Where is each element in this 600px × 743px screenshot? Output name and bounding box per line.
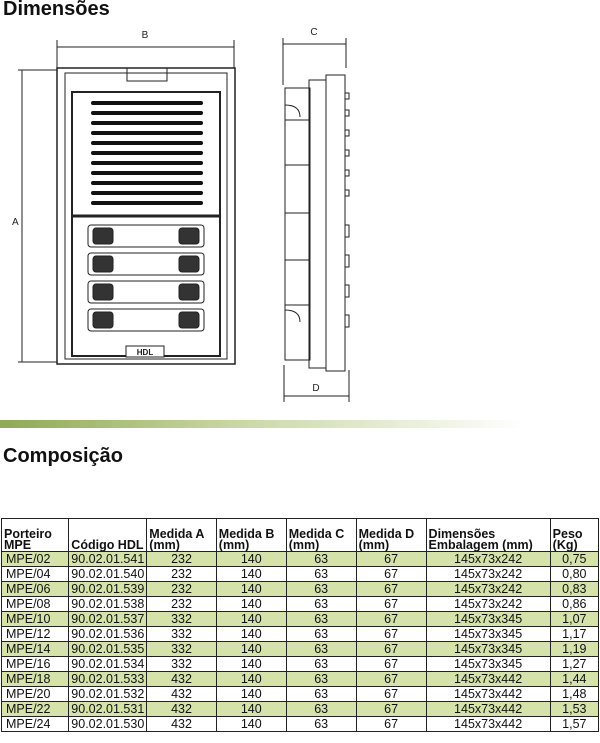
table-cell: 63	[286, 717, 356, 732]
table-cell: 63	[286, 702, 356, 717]
table-cell: 1,48	[550, 687, 598, 702]
table-cell: 332	[147, 627, 216, 642]
table-cell: 67	[356, 627, 426, 642]
table-cell: 232	[147, 567, 216, 582]
table-cell: 67	[356, 552, 426, 567]
table-cell: 63	[286, 642, 356, 657]
table-row	[2, 597, 599, 612]
front-view	[57, 68, 235, 364]
table-cell: 432	[147, 717, 216, 732]
table-cell: 140	[216, 687, 286, 702]
table-cell: 140	[216, 627, 286, 642]
table-cell: 145x73x242	[426, 567, 550, 582]
table-cell: 67	[356, 702, 426, 717]
table-cell: 90.02.01.538	[69, 597, 147, 612]
table-cell: 145x73x442	[426, 672, 550, 687]
label-c: C	[310, 27, 318, 38]
table-cell: MPE/18	[2, 672, 69, 687]
table-cell: 145x73x442	[426, 687, 550, 702]
column-header: Peso (Kg)	[550, 519, 598, 552]
table-cell: 63	[286, 552, 356, 567]
table-cell: 63	[286, 627, 356, 642]
call-buttons	[88, 225, 204, 331]
label-a: A	[12, 217, 19, 228]
table-cell: 0,86	[550, 597, 598, 612]
table-row	[2, 627, 599, 642]
column-header: Porteiro MPE	[2, 519, 69, 552]
table-cell: 145x73x345	[426, 627, 550, 642]
dimension-b	[57, 30, 234, 68]
table-cell: 67	[356, 612, 426, 627]
table-cell: 432	[147, 702, 216, 717]
table-cell: 432	[147, 687, 216, 702]
table-row	[2, 567, 599, 582]
table-cell: 63	[286, 687, 356, 702]
table-cell: 0,80	[550, 567, 598, 582]
table-cell: 63	[286, 657, 356, 672]
table-cell: 67	[356, 582, 426, 597]
table-cell: MPE/08	[2, 597, 69, 612]
table-cell: 140	[216, 552, 286, 567]
label-b: B	[141, 30, 149, 41]
table-cell: 63	[286, 597, 356, 612]
table-cell: 140	[216, 672, 286, 687]
table-cell: 145x73x242	[426, 552, 550, 567]
table-row	[2, 687, 599, 702]
table-cell: MPE/24	[2, 717, 69, 732]
table-cell: 145x73x442	[426, 717, 550, 732]
table-cell: MPE/06	[2, 582, 69, 597]
table-cell: 232	[147, 582, 216, 597]
table-cell: 145x73x442	[426, 702, 550, 717]
table-cell: MPE/20	[2, 687, 69, 702]
table-cell: 63	[286, 672, 356, 687]
table-cell: 67	[356, 567, 426, 582]
table-cell: 90.02.01.539	[69, 582, 147, 597]
table-cell: MPE/04	[2, 567, 69, 582]
table-cell: 90.02.01.536	[69, 627, 147, 642]
table-cell: 332	[147, 642, 216, 657]
column-header: Medida A (mm)	[147, 519, 216, 552]
speaker-grille	[93, 103, 201, 203]
table-cell: 1,17	[550, 627, 598, 642]
table-cell: 1,44	[550, 672, 598, 687]
table-cell: MPE/16	[2, 657, 69, 672]
table-row	[2, 657, 599, 672]
dimension-drawing	[0, 20, 600, 410]
table-cell: 1,07	[550, 612, 598, 627]
dimensions-title: Dimensões	[3, 0, 110, 20]
table-cell: 1,27	[550, 657, 598, 672]
hdl-logo: HDL	[136, 348, 154, 357]
table-cell: 0,75	[550, 552, 598, 567]
table-cell: 140	[216, 717, 286, 732]
table-cell: 140	[216, 657, 286, 672]
table-cell: 1,19	[550, 642, 598, 657]
column-header: Dimensões Embalagem (mm)	[426, 519, 550, 552]
dimension-c	[283, 27, 346, 85]
table-cell: 90.02.01.535	[69, 642, 147, 657]
table-cell: 67	[356, 717, 426, 732]
table-cell: 67	[356, 642, 426, 657]
table-cell: 90.02.01.540	[69, 567, 147, 582]
table-cell: 67	[356, 597, 426, 612]
table-cell: 140	[216, 612, 286, 627]
table-row	[2, 717, 599, 732]
table-cell: 90.02.01.531	[69, 702, 147, 717]
table-cell: MPE/12	[2, 627, 69, 642]
table-cell: 332	[147, 657, 216, 672]
table-cell: 232	[147, 597, 216, 612]
column-header: Medida C (mm)	[286, 519, 356, 552]
table-row	[2, 552, 599, 567]
table-cell: 90.02.01.532	[69, 687, 147, 702]
table-cell: 145x73x242	[426, 582, 550, 597]
table-cell: 90.02.01.541	[69, 552, 147, 567]
dimension-a	[12, 70, 57, 362]
table-cell: 332	[147, 612, 216, 627]
composition-title: Composição	[3, 445, 124, 467]
table-cell: 232	[147, 552, 216, 567]
table-row	[2, 672, 599, 687]
table-cell: 145x73x345	[426, 642, 550, 657]
table-cell: MPE/10	[2, 612, 69, 627]
table-cell: 67	[356, 672, 426, 687]
table-row	[2, 702, 599, 717]
table-row	[2, 612, 599, 627]
table-cell: 140	[216, 597, 286, 612]
table-cell: 432	[147, 672, 216, 687]
table-cell: 140	[216, 642, 286, 657]
table-cell: 0,83	[550, 582, 598, 597]
table-cell: 63	[286, 567, 356, 582]
table-cell: MPE/22	[2, 702, 69, 717]
table-cell: 90.02.01.537	[69, 612, 147, 627]
table-header-row	[2, 519, 599, 552]
table-cell: 90.02.01.530	[69, 717, 147, 732]
table-cell: 90.02.01.534	[69, 657, 147, 672]
section-divider	[0, 420, 525, 428]
side-view	[285, 75, 349, 371]
table-cell: 1,57	[550, 717, 598, 732]
table-cell: 140	[216, 567, 286, 582]
composition-table	[1, 518, 599, 732]
table-cell: 63	[286, 582, 356, 597]
table-cell: MPE/14	[2, 642, 69, 657]
table-cell: 67	[356, 687, 426, 702]
table-cell: 67	[356, 657, 426, 672]
column-header: Código HDL	[69, 519, 147, 552]
column-header: Medida D (mm)	[356, 519, 426, 552]
table-cell: 145x73x242	[426, 597, 550, 612]
table-cell: MPE/02	[2, 552, 69, 567]
table-cell: 1,53	[550, 702, 598, 717]
table-cell: 140	[216, 582, 286, 597]
table-cell: 63	[286, 612, 356, 627]
table-cell: 90.02.01.533	[69, 672, 147, 687]
table-cell: 140	[216, 702, 286, 717]
table-cell: 145x73x345	[426, 657, 550, 672]
table-row	[2, 642, 599, 657]
table-cell: 145x73x345	[426, 612, 550, 627]
column-header: Medida B (mm)	[216, 519, 286, 552]
label-d: D	[312, 383, 320, 394]
table-row	[2, 582, 599, 597]
